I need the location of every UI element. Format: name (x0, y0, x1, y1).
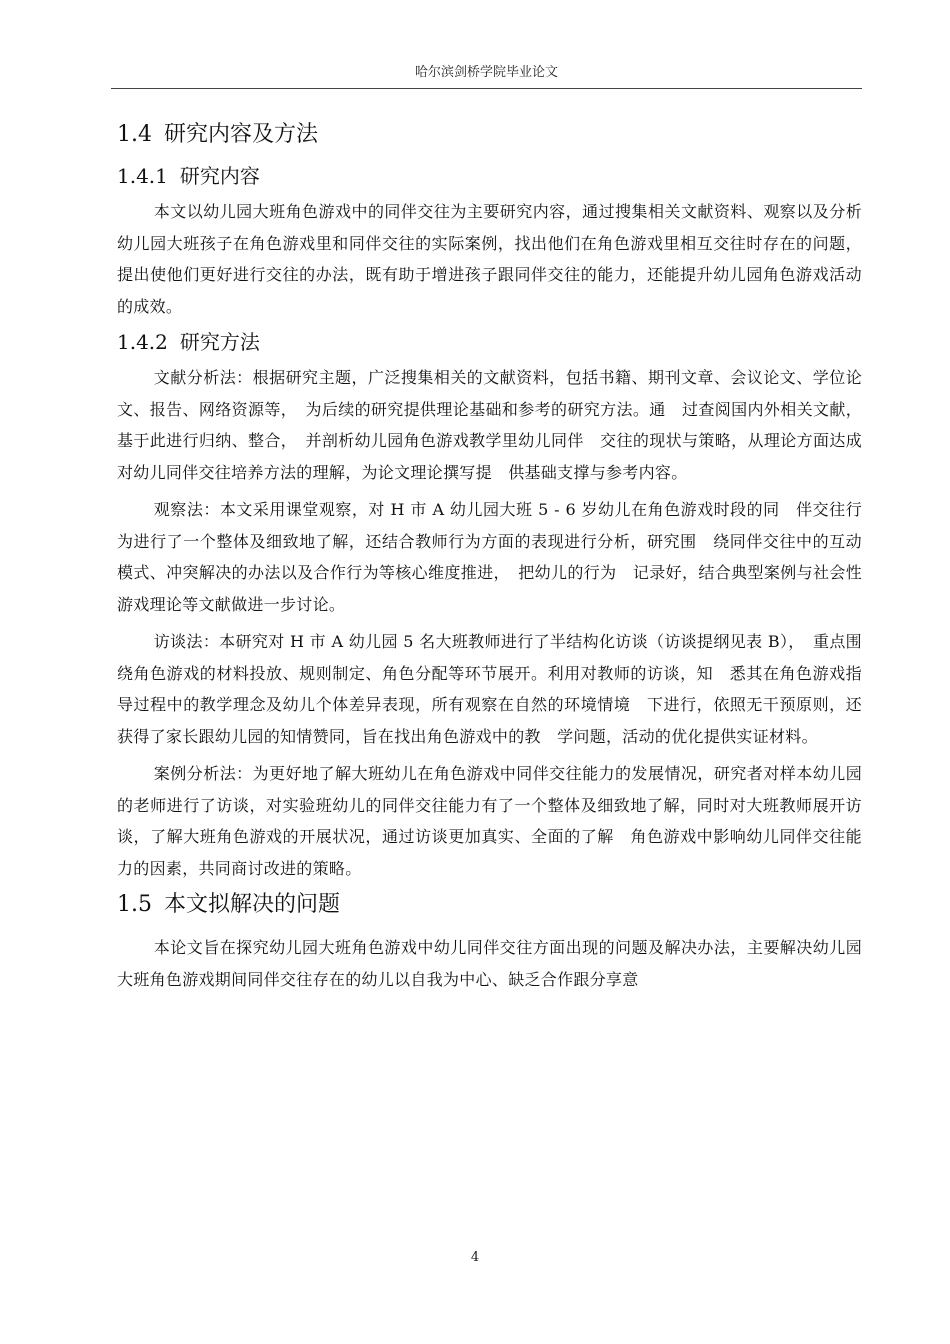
section-title: 研究内容及方法 (164, 122, 319, 147)
paragraph: 观察法：本文采用课堂观察，对 H 市 A 幼儿园大班 5 - 6 岁幼儿在角色游戏时段的同 伴交往行为进行了一个整体及细致地了解，还结合教师行为方面的表现进行分析，研究围 绕同伴交往中的互动模式、冲突解决的办法以及合作行为等核心维度推进， 把幼儿的行为 记录好，结合典型案例与社会性游戏理论等文献做进一步讨论。 (117, 500, 862, 614)
header-divider (111, 88, 862, 89)
section-heading-1-4 (117, 120, 862, 150)
section-title: 研究方法 (179, 330, 260, 354)
paragraph: 案例分析法：为更好地了解大班幼儿在角色游戏中同伴交往能力的发展情况，研究者对样本幼儿园的老师进行了访谈，对实验班幼儿的同伴交往能力有了一个整体及细致地了解，同时对大班教师展开访谈，了解大班角色游戏的开展状况，通过访谈更加真实、全面的了解 角色游戏中影响幼儿同伴交往能力的因素，共同商讨改进的策略。 (117, 764, 862, 878)
section-number: 1.5 (117, 892, 152, 917)
paragraph: 文献分析法：根据研究主题，广泛搜集相关的文献资料，包括书籍、期刊文章、会议论文、学位论文、报告、网络资源等， 为后续的研究提供理论基础和参考的研究方法。通 过查阅国内外相关文献，基于此进行归纳、整合， 并剖析幼儿园角色游戏教学里幼儿同伴 交往的现状与策略，从理论方面达成对幼儿同伴交往培养方法的理解，为论文理论撰写提 供基础支撑与参考内容。 (117, 368, 862, 482)
page-number: 4 (470, 1250, 480, 1265)
paragraph: 访谈法：本研究对 H 市 A 幼儿园 5 名大班教师进行了半结构化访谈（访谈提纲见表 B）， 重点围绕角色游戏的材料投放、规则制定、角色分配等环节展开。利用对教师的访谈，知 悉其在角色游戏指导过程中的教学理念及幼儿个体差异表现，所有观察在自然的环境情境 下进行，依照无干预原则，还获得了家长跟幼儿园的知情赞同，旨在找出角色游戏中的教 学问题，活动的优化提供实证材料。 (117, 632, 862, 746)
section-number: 1.4.2 (117, 330, 168, 354)
section-title: 本文拟解决的问题 (164, 892, 341, 917)
paragraph: 本文以幼儿园大班角色游戏中的同伴交往为主要研究内容，通过搜集相关文献资料、观察以及分析幼儿园大班孩子在角色游戏里和同伴交往的实际案例，找出他们在角色游戏里相互交往时存在的问题，提出使他们更好进行交往的办法，既有助于增进孩子跟同伴交往的能力，还能提升幼儿园角色游戏活动的成效。 (117, 202, 862, 316)
section-heading-1-4-1 (117, 162, 862, 190)
section-heading-1-5 (117, 890, 862, 920)
paragraph: 本论文旨在探究幼儿园大班角色游戏中幼儿同伴交往方面出现的问题及解决办法，主要解决幼儿园大班角色游戏期间同伴交往存在的幼儿以自我为中心、缺乏合作跟分享意 (117, 938, 862, 989)
section-heading-1-4-2 (117, 328, 862, 356)
page-header: 哈尔滨剑桥学院毕业论文 (414, 65, 558, 80)
page-body (117, 120, 862, 1001)
section-number: 1.4 (117, 122, 152, 147)
section-title: 研究内容 (179, 164, 260, 188)
section-number: 1.4.1 (117, 164, 168, 188)
